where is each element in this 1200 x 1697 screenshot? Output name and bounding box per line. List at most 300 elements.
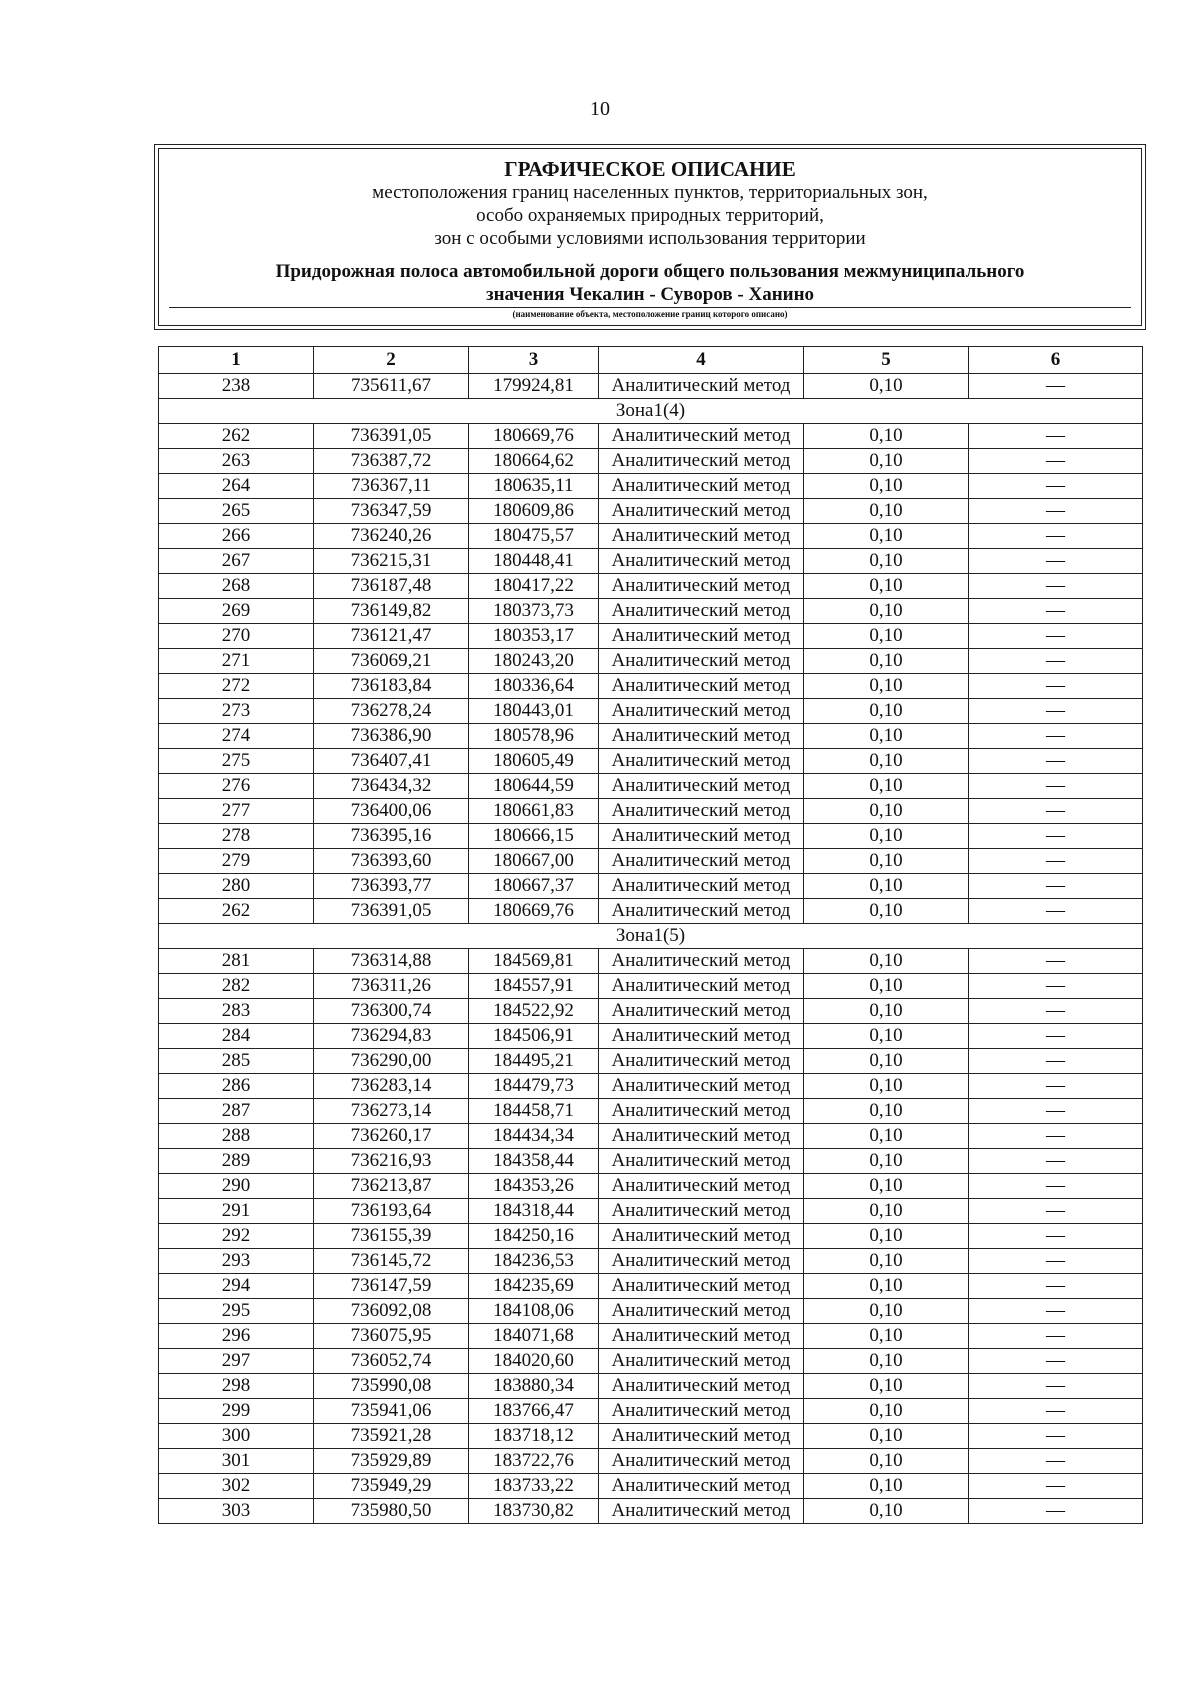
- zone-row: [159, 399, 1143, 424]
- table-cell: 184318,44: [469, 1199, 599, 1224]
- table-row: [159, 1074, 1143, 1099]
- table-cell: 0,10: [804, 1474, 969, 1499]
- table-cell: 0,10: [804, 874, 969, 899]
- table-cell: 736213,87: [314, 1174, 469, 1199]
- table-cell: 184071,68: [469, 1324, 599, 1349]
- table-cell: Аналитический метод: [599, 424, 804, 449]
- table-cell: 184358,44: [469, 1149, 599, 1174]
- table-cell: 295: [159, 1299, 314, 1324]
- table-cell: —: [969, 1499, 1143, 1524]
- table-cell: 286: [159, 1074, 314, 1099]
- table-cell: 180669,76: [469, 899, 599, 924]
- table-cell: 0,10: [804, 499, 969, 524]
- table-cell: 0,10: [804, 1424, 969, 1449]
- table-cell: 0,10: [804, 1399, 969, 1424]
- table-cell: 736240,26: [314, 524, 469, 549]
- table-cell: Аналитический метод: [599, 1124, 804, 1149]
- table-cell: 180243,20: [469, 649, 599, 674]
- table-cell: 0,10: [804, 699, 969, 724]
- table-cell: 282: [159, 974, 314, 999]
- table-cell: Аналитический метод: [599, 949, 804, 974]
- table-cell: 0,10: [804, 599, 969, 624]
- table-cell: 184506,91: [469, 1024, 599, 1049]
- table-cell: 736278,24: [314, 699, 469, 724]
- table-cell: 180605,49: [469, 749, 599, 774]
- table-row: [159, 624, 1143, 649]
- table-cell: 0,10: [804, 649, 969, 674]
- table-cell: 736075,95: [314, 1324, 469, 1349]
- table-row: [159, 1499, 1143, 1524]
- table-cell: 262: [159, 424, 314, 449]
- table-row: [159, 1174, 1143, 1199]
- table-cell: 0,10: [804, 974, 969, 999]
- table-cell: 180669,76: [469, 424, 599, 449]
- table-cell: 0,10: [804, 549, 969, 574]
- column-header: 6: [969, 347, 1143, 374]
- coordinates-table: [158, 346, 1143, 1524]
- table-cell: 0,10: [804, 1149, 969, 1174]
- table-cell: —: [969, 524, 1143, 549]
- table-cell: —: [969, 1324, 1143, 1349]
- table-cell: 267: [159, 549, 314, 574]
- table-cell: Аналитический метод: [599, 974, 804, 999]
- table-cell: —: [969, 599, 1143, 624]
- table-cell: 262: [159, 899, 314, 924]
- table-cell: 180666,15: [469, 824, 599, 849]
- table-cell: 736193,64: [314, 1199, 469, 1224]
- table-cell: 735941,06: [314, 1399, 469, 1424]
- table-cell: Аналитический метод: [599, 524, 804, 549]
- table-cell: 184236,53: [469, 1249, 599, 1274]
- table-row: [159, 699, 1143, 724]
- table-cell: 180609,86: [469, 499, 599, 524]
- table-row: [159, 1449, 1143, 1474]
- table-cell: 0,10: [804, 1374, 969, 1399]
- table-cell: 736367,11: [314, 474, 469, 499]
- table-cell: —: [969, 499, 1143, 524]
- table-cell: 180664,62: [469, 449, 599, 474]
- table-cell: 180336,64: [469, 674, 599, 699]
- table-row: [159, 1049, 1143, 1074]
- table-cell: 735990,08: [314, 1374, 469, 1399]
- table-cell: 736283,14: [314, 1074, 469, 1099]
- table-cell: 275: [159, 749, 314, 774]
- table-cell: 0,10: [804, 474, 969, 499]
- table-cell: 293: [159, 1249, 314, 1274]
- table-row: [159, 949, 1143, 974]
- table-cell: Аналитический метод: [599, 1449, 804, 1474]
- table-cell: Аналитический метод: [599, 899, 804, 924]
- table-cell: —: [969, 449, 1143, 474]
- table-cell: 0,10: [804, 574, 969, 599]
- table-row: [159, 599, 1143, 624]
- table-cell: 302: [159, 1474, 314, 1499]
- table-row: [159, 999, 1143, 1024]
- table-cell: 303: [159, 1499, 314, 1524]
- object-name-line-1: Придорожная полоса автомобильной дороги общего пользования межмуниципального: [275, 261, 1025, 282]
- table-cell: —: [969, 674, 1143, 699]
- table-cell: 288: [159, 1124, 314, 1149]
- zone-label: Зона1(4): [159, 399, 1143, 424]
- table-cell: 184434,34: [469, 1124, 599, 1149]
- table-cell: 736300,74: [314, 999, 469, 1024]
- table-cell: 268: [159, 574, 314, 599]
- table-cell: 736393,60: [314, 849, 469, 874]
- table-cell: Аналитический метод: [599, 1399, 804, 1424]
- table-cell: 736434,32: [314, 774, 469, 799]
- table-cell: 183766,47: [469, 1399, 599, 1424]
- table-row: [159, 1374, 1143, 1399]
- table-row: [159, 1024, 1143, 1049]
- table-cell: 0,10: [804, 524, 969, 549]
- table-cell: 736407,41: [314, 749, 469, 774]
- table-cell: 298: [159, 1374, 314, 1399]
- table-cell: 269: [159, 599, 314, 624]
- table-row: [159, 1474, 1143, 1499]
- table-cell: 300: [159, 1424, 314, 1449]
- table-cell: 0,10: [804, 424, 969, 449]
- table-cell: Аналитический метод: [599, 699, 804, 724]
- table-cell: 0,10: [804, 1099, 969, 1124]
- table-cell: —: [969, 1374, 1143, 1399]
- table-cell: 736400,06: [314, 799, 469, 824]
- table-cell: —: [969, 999, 1143, 1024]
- table-cell: 0,10: [804, 1324, 969, 1349]
- table-cell: 183718,12: [469, 1424, 599, 1449]
- table-cell: —: [969, 899, 1143, 924]
- table-cell: Аналитический метод: [599, 649, 804, 674]
- column-header: 5: [804, 347, 969, 374]
- table-cell: —: [969, 974, 1143, 999]
- table-cell: —: [969, 774, 1143, 799]
- table-cell: Аналитический метод: [599, 474, 804, 499]
- table-cell: —: [969, 699, 1143, 724]
- table-cell: Аналитический метод: [599, 1249, 804, 1274]
- table-row: [159, 474, 1143, 499]
- table-cell: 272: [159, 674, 314, 699]
- table-cell: 180448,41: [469, 549, 599, 574]
- document-header: [158, 148, 1142, 326]
- table-cell: Аналитический метод: [599, 1299, 804, 1324]
- table-cell: 0,10: [804, 1449, 969, 1474]
- table-cell: 735949,29: [314, 1474, 469, 1499]
- table-cell: 299: [159, 1399, 314, 1424]
- table-cell: Аналитический метод: [599, 624, 804, 649]
- table-cell: —: [969, 1274, 1143, 1299]
- table-cell: 180661,83: [469, 799, 599, 824]
- table-row: [159, 724, 1143, 749]
- table-cell: —: [969, 1399, 1143, 1424]
- table-cell: —: [969, 1199, 1143, 1224]
- table-cell: 283: [159, 999, 314, 1024]
- table-cell: Аналитический метод: [599, 1349, 804, 1374]
- table-cell: —: [969, 824, 1143, 849]
- table-cell: 736294,83: [314, 1024, 469, 1049]
- table-cell: —: [969, 1024, 1143, 1049]
- table-row: [159, 1399, 1143, 1424]
- table-cell: Аналитический метод: [599, 1024, 804, 1049]
- table-cell: 294: [159, 1274, 314, 1299]
- table-cell: Аналитический метод: [599, 599, 804, 624]
- table-cell: 0,10: [804, 1024, 969, 1049]
- table-cell: 0,10: [804, 1299, 969, 1324]
- table-cell: —: [969, 424, 1143, 449]
- table-cell: 296: [159, 1324, 314, 1349]
- table-cell: —: [969, 1099, 1143, 1124]
- table-cell: 184522,92: [469, 999, 599, 1024]
- table-cell: 180635,11: [469, 474, 599, 499]
- table-row: [159, 1099, 1143, 1124]
- table-cell: 735980,50: [314, 1499, 469, 1524]
- table-cell: 301: [159, 1449, 314, 1474]
- table-cell: 180667,00: [469, 849, 599, 874]
- table-cell: Аналитический метод: [599, 1374, 804, 1399]
- table-cell: 183733,22: [469, 1474, 599, 1499]
- table-cell: 0,10: [804, 1274, 969, 1299]
- table-cell: 0,10: [804, 899, 969, 924]
- table-cell: —: [969, 1074, 1143, 1099]
- table-cell: —: [969, 849, 1143, 874]
- table-cell: Аналитический метод: [599, 1199, 804, 1224]
- table-cell: 736347,59: [314, 499, 469, 524]
- table-cell: Аналитический метод: [599, 824, 804, 849]
- table-cell: 736387,72: [314, 449, 469, 474]
- table-cell: 0,10: [804, 1249, 969, 1274]
- table-row: [159, 424, 1143, 449]
- table-cell: 180443,01: [469, 699, 599, 724]
- table-row: [159, 1224, 1143, 1249]
- table-cell: 280: [159, 874, 314, 899]
- table-cell: 0,10: [804, 774, 969, 799]
- table-cell: Аналитический метод: [599, 874, 804, 899]
- table-row: [159, 674, 1143, 699]
- table-row: [159, 824, 1143, 849]
- table-cell: 184557,91: [469, 974, 599, 999]
- table-row: [159, 499, 1143, 524]
- table-cell: —: [969, 1424, 1143, 1449]
- table-cell: 0,10: [804, 1499, 969, 1524]
- table-cell: 736395,16: [314, 824, 469, 849]
- column-header: 3: [469, 347, 599, 374]
- subtitle-line-2: особо охраняемых природных территорий,: [476, 205, 824, 226]
- table-cell: —: [969, 1449, 1143, 1474]
- table-cell: 0,10: [804, 624, 969, 649]
- table-cell: 184458,71: [469, 1099, 599, 1124]
- table-cell: 179924,81: [469, 374, 599, 399]
- table-cell: 184235,69: [469, 1274, 599, 1299]
- table-cell: 0,10: [804, 849, 969, 874]
- table-cell: 736149,82: [314, 599, 469, 624]
- table-cell: —: [969, 374, 1143, 399]
- table-cell: Аналитический метод: [599, 1499, 804, 1524]
- table-cell: 736393,77: [314, 874, 469, 899]
- table-cell: 0,10: [804, 1199, 969, 1224]
- table-cell: Аналитический метод: [599, 1149, 804, 1174]
- table-cell: 0,10: [804, 824, 969, 849]
- table-cell: —: [969, 574, 1143, 599]
- table-cell: 180475,57: [469, 524, 599, 549]
- table-cell: 736215,31: [314, 549, 469, 574]
- table-cell: 284: [159, 1024, 314, 1049]
- table-cell: Аналитический метод: [599, 1474, 804, 1499]
- table-cell: 278: [159, 824, 314, 849]
- table-cell: Аналитический метод: [599, 1274, 804, 1299]
- table-row: [159, 449, 1143, 474]
- table-cell: 271: [159, 649, 314, 674]
- table-cell: Аналитический метод: [599, 1324, 804, 1349]
- table-cell: 736155,39: [314, 1224, 469, 1249]
- table-cell: —: [969, 799, 1143, 824]
- table-cell: 264: [159, 474, 314, 499]
- table-cell: 281: [159, 949, 314, 974]
- table-row: [159, 649, 1143, 674]
- table-cell: 263: [159, 449, 314, 474]
- table-row: [159, 974, 1143, 999]
- table-cell: Аналитический метод: [599, 374, 804, 399]
- table-row: [159, 774, 1143, 799]
- table-cell: Аналитический метод: [599, 674, 804, 699]
- table-cell: 0,10: [804, 674, 969, 699]
- table-cell: Аналитический метод: [599, 724, 804, 749]
- table-cell: 736290,00: [314, 1049, 469, 1074]
- table-row: [159, 874, 1143, 899]
- table-cell: —: [969, 1349, 1143, 1374]
- table-cell: 0,10: [804, 799, 969, 824]
- table-cell: 736183,84: [314, 674, 469, 699]
- table-cell: 0,10: [804, 949, 969, 974]
- table-cell: —: [969, 1149, 1143, 1174]
- table-cell: —: [969, 1224, 1143, 1249]
- table-cell: 279: [159, 849, 314, 874]
- table-cell: 735921,28: [314, 1424, 469, 1449]
- table-cell: 0,10: [804, 1049, 969, 1074]
- table-cell: —: [969, 1299, 1143, 1324]
- zone-label: Зона1(5): [159, 924, 1143, 949]
- table-cell: 180417,22: [469, 574, 599, 599]
- table-row: [159, 549, 1143, 574]
- table-cell: —: [969, 649, 1143, 674]
- table-cell: 0,10: [804, 374, 969, 399]
- table-cell: —: [969, 624, 1143, 649]
- table-cell: —: [969, 474, 1143, 499]
- table-cell: —: [969, 1174, 1143, 1199]
- zone-row: [159, 924, 1143, 949]
- table-cell: —: [969, 1049, 1143, 1074]
- table-cell: 0,10: [804, 749, 969, 774]
- table-header-row: [159, 347, 1143, 374]
- table-cell: 736311,26: [314, 974, 469, 999]
- table-cell: 276: [159, 774, 314, 799]
- table-cell: 184108,06: [469, 1299, 599, 1324]
- table-body: [159, 374, 1143, 1524]
- table-row: [159, 749, 1143, 774]
- table-cell: 292: [159, 1224, 314, 1249]
- table-cell: Аналитический метод: [599, 999, 804, 1024]
- page-number: 10: [590, 98, 610, 120]
- object-caption: (наименование объекта, местоположение границ которого описано): [512, 309, 788, 319]
- table-cell: Аналитический метод: [599, 1174, 804, 1199]
- subtitle-line-3: зон с особыми условиями использования территории: [434, 228, 866, 249]
- table-cell: 736260,17: [314, 1124, 469, 1149]
- table-cell: 736147,59: [314, 1274, 469, 1299]
- object-name-line-2: значения Чекалин - Суворов - Ханино: [485, 284, 815, 305]
- table-cell: 0,10: [804, 1074, 969, 1099]
- table-cell: 736273,14: [314, 1099, 469, 1124]
- column-header: 2: [314, 347, 469, 374]
- table-row: [159, 1149, 1143, 1174]
- table-cell: 266: [159, 524, 314, 549]
- table-cell: 736314,88: [314, 949, 469, 974]
- column-header: 1: [159, 347, 314, 374]
- table-cell: 0,10: [804, 1124, 969, 1149]
- table-cell: Аналитический метод: [599, 774, 804, 799]
- table-cell: —: [969, 1249, 1143, 1274]
- table-cell: 0,10: [804, 999, 969, 1024]
- table-cell: 273: [159, 699, 314, 724]
- table-row: [159, 849, 1143, 874]
- table-cell: 184020,60: [469, 1349, 599, 1374]
- table-cell: 180373,73: [469, 599, 599, 624]
- table-cell: 0,10: [804, 1174, 969, 1199]
- table-cell: 289: [159, 1149, 314, 1174]
- table-cell: Аналитический метод: [599, 1224, 804, 1249]
- table-cell: 265: [159, 499, 314, 524]
- table-cell: 291: [159, 1199, 314, 1224]
- table-row: [159, 1249, 1143, 1274]
- table-cell: Аналитический метод: [599, 749, 804, 774]
- table-cell: —: [969, 749, 1143, 774]
- table-cell: 736216,93: [314, 1149, 469, 1174]
- table-cell: 735929,89: [314, 1449, 469, 1474]
- table-row: [159, 1274, 1143, 1299]
- column-header: 4: [599, 347, 804, 374]
- table-cell: Аналитический метод: [599, 1049, 804, 1074]
- table-cell: 736092,08: [314, 1299, 469, 1324]
- table-row: [159, 1324, 1143, 1349]
- table-cell: 297: [159, 1349, 314, 1374]
- table-cell: Аналитический метод: [599, 799, 804, 824]
- table-cell: —: [969, 549, 1143, 574]
- table-cell: 180578,96: [469, 724, 599, 749]
- table-cell: 290: [159, 1174, 314, 1199]
- table-row: [159, 524, 1143, 549]
- table-cell: 184495,21: [469, 1049, 599, 1074]
- table-row: [159, 574, 1143, 599]
- table-cell: 183722,76: [469, 1449, 599, 1474]
- table-row: [159, 1349, 1143, 1374]
- table-cell: Аналитический метод: [599, 1074, 804, 1099]
- header-box: [158, 148, 1142, 326]
- table-cell: 183880,34: [469, 1374, 599, 1399]
- table-cell: Аналитический метод: [599, 849, 804, 874]
- table-row: [159, 1199, 1143, 1224]
- table-row: [159, 799, 1143, 824]
- table-cell: —: [969, 949, 1143, 974]
- table-cell: 184479,73: [469, 1074, 599, 1099]
- table-cell: 277: [159, 799, 314, 824]
- table-cell: —: [969, 1124, 1143, 1149]
- table-cell: —: [969, 874, 1143, 899]
- table-cell: 180353,17: [469, 624, 599, 649]
- document-title: ГРАФИЧЕСКОЕ ОПИСАНИЕ: [504, 157, 796, 181]
- table-cell: 287: [159, 1099, 314, 1124]
- table-row: [159, 374, 1143, 399]
- table-cell: Аналитический метод: [599, 549, 804, 574]
- table-cell: Аналитический метод: [599, 574, 804, 599]
- table-cell: 736145,72: [314, 1249, 469, 1274]
- table-cell: 735611,67: [314, 374, 469, 399]
- table-cell: 0,10: [804, 724, 969, 749]
